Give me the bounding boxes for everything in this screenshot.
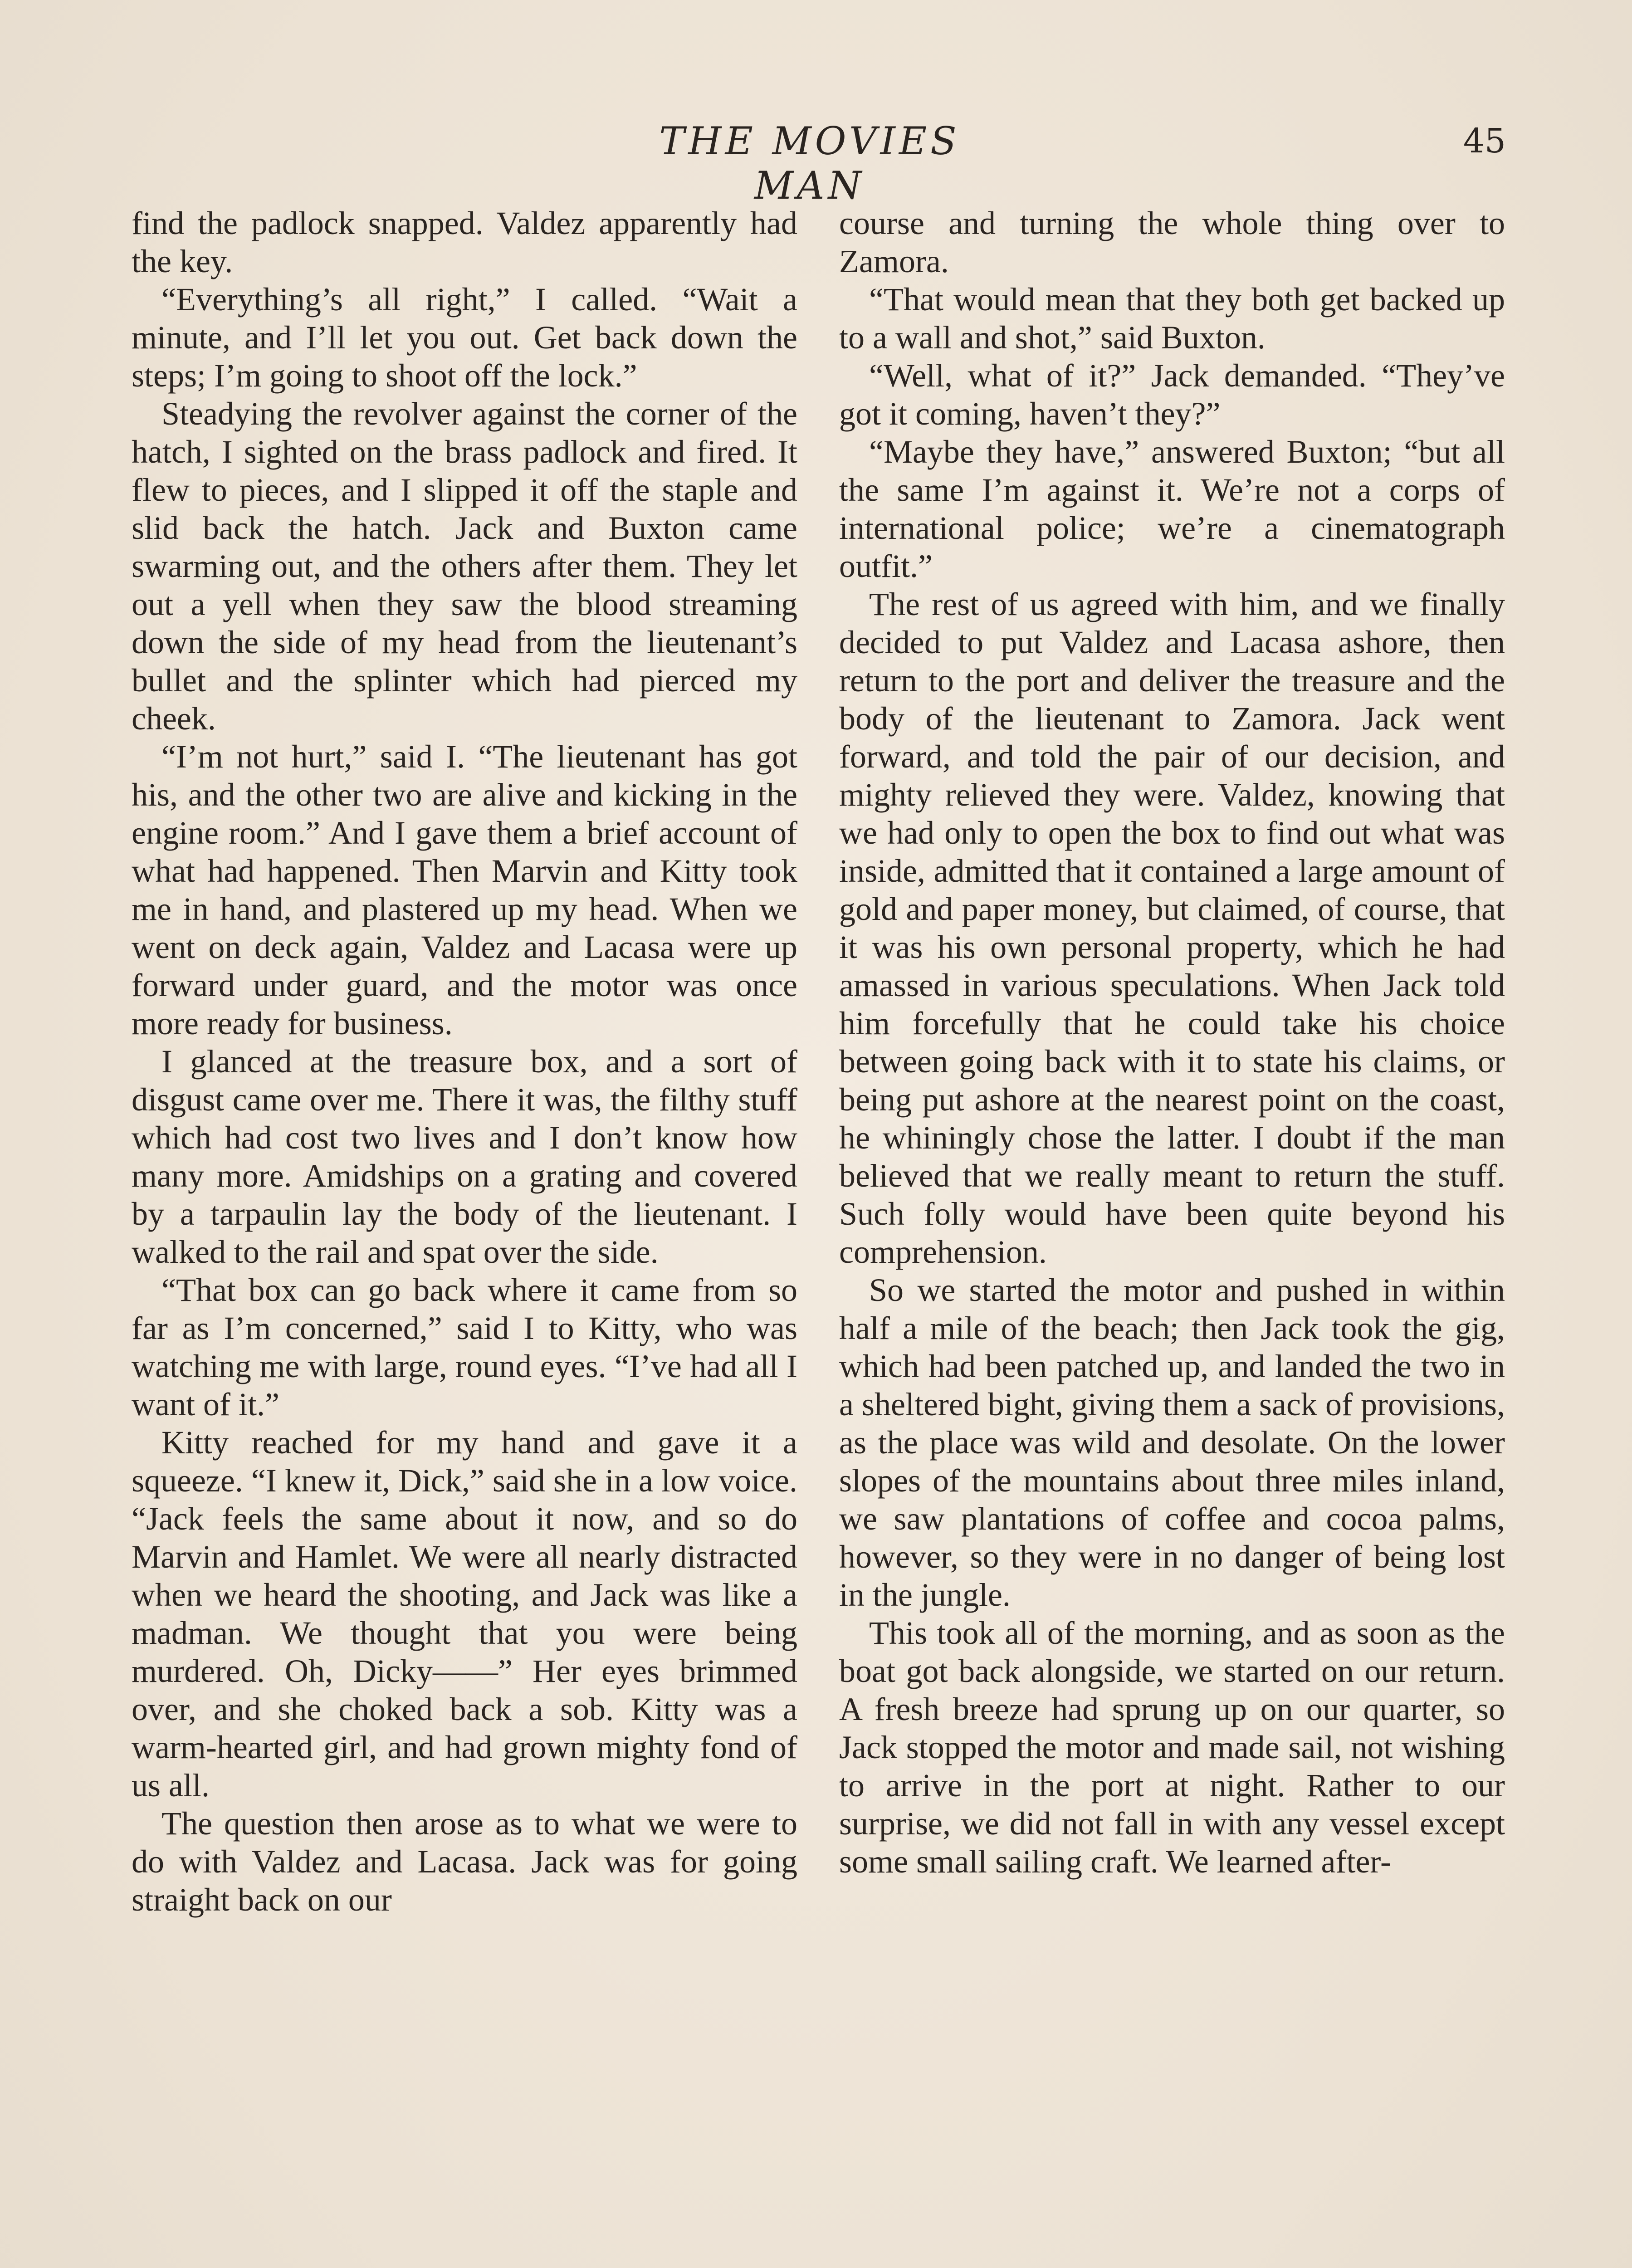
paragraph: “I’m not hurt,” said I. “The lieutenant has got his, and the other two are alive and kicking in the engine room.” And I gave them a brief account of what had happened. Then Marvin and Kitty took me in hand, and plastered up my head. When we went on deck again, Valdez and Lacasa were up forward under guard, and the motor was once more ready for business. xyxy=(132,738,797,1041)
paragraph: So we started the motor and pushed in within half a mile of the beach; then Jack took the gig, which had been patched up, and landed the two in a sheltered bight, giving them a sack of provisions, as the place was wild and desolate. On the lower slopes of the mountains about three miles inland, we saw plantations of coffee and cocoa palms, however, so they were in no danger of being lost in the jungle. xyxy=(839,1272,1505,1613)
paragraph: Kitty reached for my hand and gave it a squeeze. “I knew it, Dick,” said she in a low voice. “Jack feels the same about it now, and so do Marvin and Hamlet. We were all nearly distracted when we heard the shooting, and Jack was like a madman. We thought that you were being murdered. Oh, Dicky——” Her eyes brimmed over, and she choked back a sob. Kitty was a warm-hearted girl, and had grown mighty fond of us all. xyxy=(132,1424,797,1804)
paragraph: “Well, what of it?” Jack demanded. “They’ve got it coming, haven’t they?” xyxy=(839,357,1505,432)
paragraph: I glanced at the treasure box, and a sort of disgust came over me. There it was, the filthy stuff which had cost two lives and I don’t know how many more. Amidships on a grating and covered by a tarpaulin lay the body of the lieutenant. I walked to the rail and spat over the side. xyxy=(132,1043,797,1270)
paragraph: “Everything’s all right,” I called. “Wait a minute, and I’ll let you out. Get back down the steps; I’m going to shoot off the lock.” xyxy=(132,281,797,394)
paragraph: The question then arose as to what we were to do with Valdez and Lacasa. Jack was for going straight back on our xyxy=(132,1805,797,1918)
paragraph: “That would mean that they both get backed up to a wall and shot,” said Buxton. xyxy=(839,281,1505,356)
paragraph: course and turning the whole thing over to Zamora. xyxy=(839,205,1505,279)
left-text-column xyxy=(132,204,797,1919)
paragraph: Steadying the revolver against the corner of the hatch, I sighted on the brass padlock and fired. It flew to pieces, and I slipped it off the staple and slid back the hatch. Jack and Buxton came swarming out, and the others after them. They let out a yell when they saw the blood streaming down the side of my head from the lieutenant’s bullet and the splinter which had pierced my cheek. xyxy=(132,396,797,737)
paragraph: This took all of the morning, and as soon as the boat got back alongside, we started on our return. A fresh breeze had sprung up on our quarter, so Jack stopped the motor and made sail, not wishing to arrive in the port at night. Rather to our surprise, we did not fall in with any vessel except some small sailing craft. We learned after- xyxy=(839,1615,1505,1880)
right-text-column xyxy=(839,204,1505,1881)
paragraph: find the padlock snapped. Valdez apparently had the key. xyxy=(132,205,797,279)
running-title: THE MOVIES MAN xyxy=(659,119,960,208)
paragraph: The rest of us agreed with him, and we finally decided to put Valdez and Lacasa ashore, then return to the port and deliver the treasure and the body of the lieutenant to Zamora. Jack went forward, and told the pair of our decision, and mighty relieved they were. Valdez, knowing that we had only to open the box to find out what was inside, admitted that it contained a large amount of gold and paper money, but claimed, of course, that it was his own personal property, which he had amassed in various speculations. When Jack told him forcefully that he could take his choice between going back with it to state his claims, or being put ashore at the nearest point on the coast, he whiningly chose the latter. I doubt if the man believed that we really meant to return the stuff. Such folly would have been quite beyond his comprehension. xyxy=(839,586,1505,1270)
page-number: 45 xyxy=(1463,122,1506,161)
paragraph: “That box can go back where it came from so far as I’m concerned,” said I to Kitty, who was watching me with large, round eyes. “I’ve had all I want of it.” xyxy=(132,1272,797,1422)
paragraph: “Maybe they have,” answered Buxton; “but all the same I’m against it. We’re not a corps of international police; we’re a cinematograph outfit.” xyxy=(839,434,1505,584)
